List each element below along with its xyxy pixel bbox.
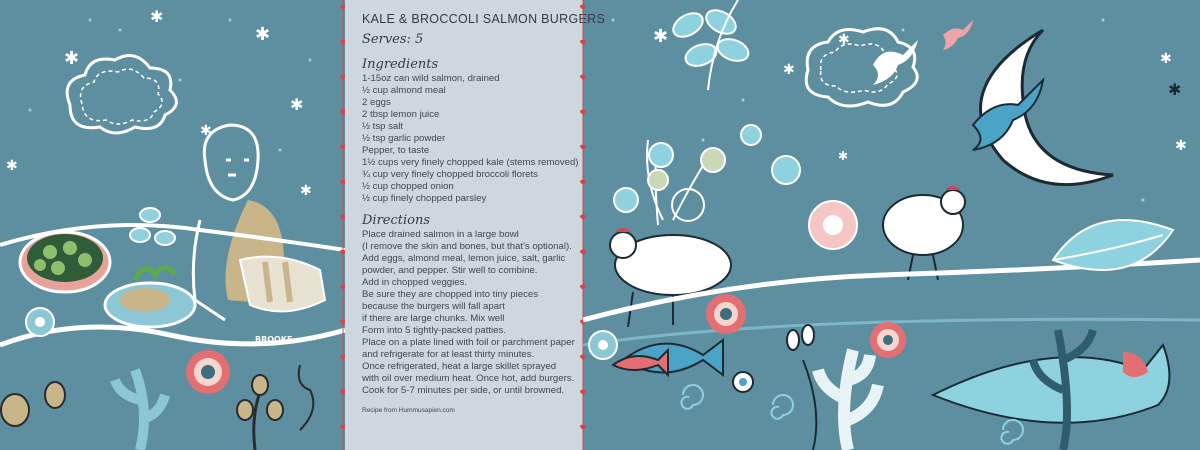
- svg-text:✱: ✱: [838, 32, 850, 48]
- ingredients-heading: Ingredients: [362, 57, 439, 72]
- small-flower: [733, 372, 753, 392]
- ingredient-item: 1-15oz can wild salmon, drained: [362, 73, 500, 84]
- svg-text:✱: ✱: [6, 158, 18, 174]
- ingredient-item: 1½ cups very finely chopped kale (stems removed): [362, 157, 579, 168]
- ingredient-item: Pepper, to taste: [362, 145, 430, 156]
- svg-text:✱: ✱: [653, 26, 669, 47]
- small-flower: [26, 308, 54, 336]
- svg-text:✱: ✱: [1175, 138, 1187, 154]
- direction-line: Be sure they are chopped into tiny pieces: [362, 289, 538, 300]
- direction-line: Add eggs, almond meal, lemon juice, salt, garlic: [362, 253, 566, 264]
- svg-text:✱: ✱: [838, 149, 849, 163]
- servings: Serves: 5: [362, 32, 424, 47]
- directions-heading: Directions: [362, 213, 431, 228]
- stars: [6, 7, 312, 199]
- svg-text:✱: ✱: [1160, 51, 1172, 67]
- flower-bouquet: [614, 125, 800, 225]
- svg-text:✱: ✱: [290, 95, 304, 114]
- recipe-card: [345, 0, 606, 450]
- svg-text:✱: ✱: [1168, 80, 1182, 99]
- direction-line: powder, and pepper. Stir well to combine.: [362, 265, 538, 276]
- direction-line: Place drained salmon in a large bowl: [362, 229, 519, 240]
- ingredient-item: ½ cup chopped onion: [362, 181, 454, 192]
- direction-line: and refrigerate for at least thirty minutes.: [362, 349, 535, 360]
- ingredient-item: ½ tsp garlic powder: [362, 133, 446, 144]
- direction-line: if there are large chunks. Mix well: [362, 313, 505, 324]
- recipe-title: KALE & BROCCOLI SALMON BURGERS: [362, 12, 606, 26]
- artist-signature: BROOKE: [255, 335, 293, 344]
- direction-line: Once refrigerated, heat a large skillet sprayed: [362, 361, 557, 372]
- cloud: [67, 56, 176, 134]
- direction-line: Add in chopped veggies.: [362, 277, 468, 288]
- ingredient-item: 2 eggs: [362, 97, 391, 108]
- direction-line: Place on a plate lined with foil or parchment paper: [362, 337, 575, 348]
- svg-text:✱: ✱: [300, 183, 312, 199]
- svg-text:✱: ✱: [150, 7, 164, 26]
- pink-flower: [809, 201, 857, 249]
- sun-flower: [186, 350, 230, 394]
- hen-right: [883, 186, 965, 280]
- ingredient-item: 2 tbsp lemon juice: [362, 109, 440, 120]
- direction-line: because the burgers will fall apart: [362, 301, 505, 312]
- svg-text:✱: ✱: [64, 48, 80, 69]
- sun-flower: [706, 294, 746, 334]
- direction-line: Cook for 5-7 minutes per side, or until browned.: [362, 385, 565, 396]
- small-flower: [589, 331, 617, 359]
- direction-line: (I remove the skin and bones, but that's optional).: [362, 241, 572, 252]
- ingredient-item: ½ tsp salt: [362, 121, 404, 132]
- svg-text:✱: ✱: [255, 24, 271, 45]
- pink-bird: [943, 20, 973, 50]
- direction-line: with oil over medium heat. Once hot, add burgers.: [362, 373, 575, 384]
- right-illustration: [583, 0, 1200, 450]
- left-illustration: [0, 0, 345, 450]
- cloud: [806, 29, 917, 106]
- sun-flower: [870, 322, 906, 358]
- plate-with-burger: [105, 268, 195, 328]
- directions-list: [362, 229, 573, 397]
- ingredient-item: ½ cup almond meal: [362, 85, 446, 96]
- recipe-source: Recipe from Hummusapien.com: [362, 407, 455, 414]
- ingredients-list: [362, 73, 579, 205]
- svg-text:✱: ✱: [783, 62, 795, 78]
- ingredient-item: ¾ cup very finely chopped broccoli florets: [362, 169, 538, 180]
- bowl-of-greens: [20, 232, 110, 292]
- ingredient-item: ½ cup finely chopped parsley: [362, 193, 487, 204]
- leaf-branch: [669, 0, 751, 90]
- direction-line: Form into 5 tightly-packed patties.: [362, 325, 506, 336]
- svg-text:✱: ✱: [200, 123, 212, 139]
